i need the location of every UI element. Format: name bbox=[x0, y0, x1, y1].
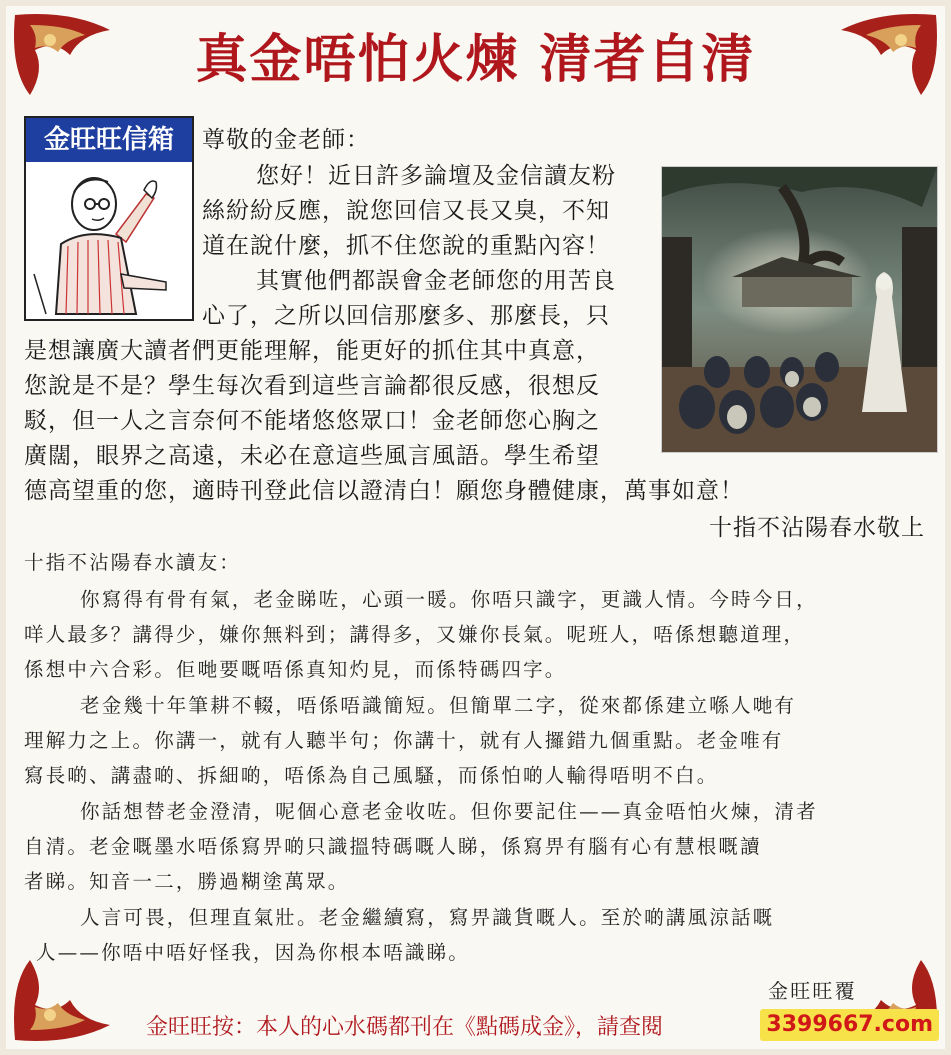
letter-line: 德高望重的您，適時刊登此信以證清白！願您身體健康，萬事如意！ bbox=[24, 478, 744, 504]
letter-line: 心了，之所以回信那麼多、那麼長，只 bbox=[202, 303, 610, 329]
reply-signature: 金旺旺覆 bbox=[768, 979, 857, 1003]
reply-line: 係想中六合彩。佢哋要嘅唔係真知灼見，而係特碼四字。 bbox=[24, 658, 567, 681]
column-label: 金旺旺信箱 bbox=[26, 118, 192, 162]
letter-signature: 十指不沾陽春水敬上 bbox=[709, 515, 925, 541]
corner-ornament-icon bbox=[10, 10, 120, 110]
reply-salutation: 十指不沾陽春水讀友： bbox=[24, 551, 242, 574]
letter-line: 駁，但一人之言奈何不能堵悠悠眾口！金老師您心胸之 bbox=[24, 408, 600, 434]
corner-ornament-icon bbox=[831, 10, 941, 110]
reply-line: 理解力之上。你講一，就有人聽半句；你講十，就有人攞錯九個重點。老金唯有 bbox=[24, 729, 784, 752]
letter-line: 是想讓廣大讀者們更能理解，能更好的抓住其中真意， bbox=[24, 338, 600, 364]
reply-line: 寫長啲、講盡啲、拆細啲，唔係為自己風騷，而係怕啲人輸得唔明不白。 bbox=[24, 764, 719, 787]
reply-line: 你寫得有骨有氣，老金睇咗，心頭一暖。你唔只識字，更識人情。今時今日， bbox=[80, 588, 818, 611]
reply-line: 人言可畏，但理直氣壯。老金繼續寫，寫畀識貨嘅人。至於啲講風涼話嘅 bbox=[80, 906, 775, 929]
letter-line: 您好！近日許多論壇及金信讀友粉 bbox=[256, 163, 616, 189]
letter-line: 其實他們都誤會金老師您的用苦良 bbox=[256, 268, 616, 294]
ancient-teaching-scene-image bbox=[661, 166, 938, 453]
reply-line: 老金幾十年筆耕不輟，唔係唔識簡短。但簡單二字，從來都係建立喺人哋有 bbox=[80, 694, 797, 717]
letter-salutation: 尊敬的金老師： bbox=[202, 127, 370, 153]
column-logo bbox=[24, 116, 194, 321]
reply-line: 你話想替老金澄清，呢個心意老金收咗。但你要記住——真金唔怕火煉，清者 bbox=[80, 800, 818, 823]
reply-line: 咩人最多？講得少，嫌你無料到；講得多，又嫌你長氣。呢班人，唔係想聽道理， bbox=[24, 623, 806, 646]
letter-line: 絲紛紛反應，說您回信又長又臭，不知 bbox=[202, 198, 610, 224]
page-title: 真金唔怕火煉 清者自清 bbox=[195, 30, 756, 90]
reply-line: 人——你唔中唔好怪我，因為你根本唔識睇。 bbox=[36, 941, 471, 964]
letter-line: 廣闊，眼界之高遠，未必在意這些風言風語。學生希望 bbox=[24, 443, 600, 469]
teacher-cartoon-icon bbox=[26, 164, 192, 319]
watermark: 3399667.com bbox=[760, 1009, 939, 1041]
reply-line: 自清。老金嘅墨水唔係寫畀啲只識搵特碼嘅人睇，係寫畀有腦有心有慧根嘅讀 bbox=[24, 835, 762, 858]
footer-note: 金旺旺按：本人的心水碼都刊在《點碼成金》，請查閱 bbox=[146, 1015, 664, 1040]
letter-line: 您說是不是？學生每次看到這些言論都很反感，很想反 bbox=[24, 373, 600, 399]
reply-line: 者睇。知音一二，勝過糊塗萬眾。 bbox=[24, 870, 350, 893]
letter-line: 道在說什麼，抓不住您說的重點內容！ bbox=[202, 233, 610, 259]
